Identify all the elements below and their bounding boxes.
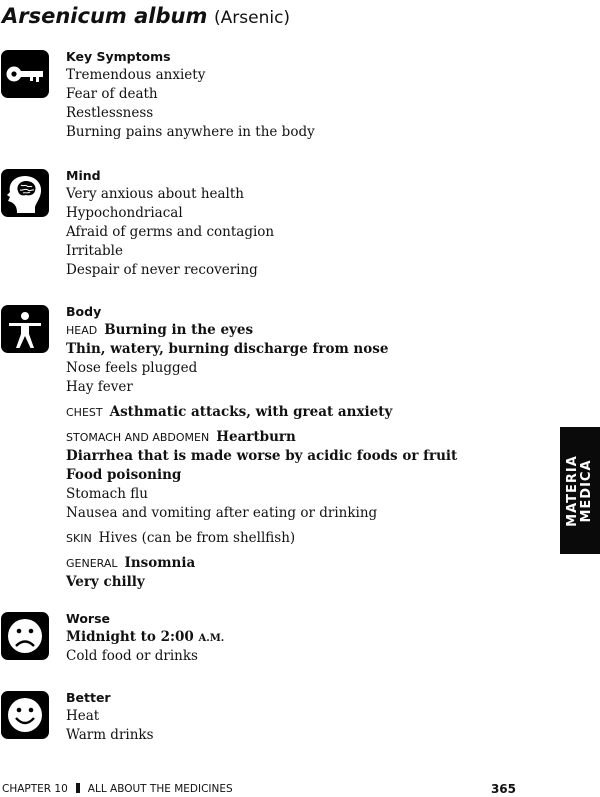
mind-section [66,167,460,280]
better-section [66,689,460,745]
page-number: 365 [490,782,516,796]
head-brain-icon [1,169,49,217]
better-heading: Better [66,690,111,705]
body-chest-row [66,403,460,422]
list-item: Nausea and vomiting after eating or drinking [66,505,378,521]
head-key-symptom: Burning in the eyes [104,322,254,338]
skin-symptom: Hives (can be from shellfish) [98,530,296,546]
body-stomach-row [66,428,460,447]
key-symptoms-section [66,48,460,142]
remedy-common-name: (Arsenic) [214,8,291,28]
skin-label: SKIN [66,532,92,545]
body-skin-row [66,529,460,548]
tab-line-1: MATERIA [565,454,580,527]
list-item: Despair of never recovering [66,262,258,278]
tab-line-2: MEDICA [579,458,594,523]
list-item: Afraid of germs and contagion [66,224,275,240]
list-item: Stomach flu [66,486,148,502]
body-section [66,303,460,592]
footer-chapter-title: ALL ABOUT THE MEDICINES [87,783,233,795]
list-item: Tremendous anxiety [66,67,206,83]
head-label: HEAD [66,324,98,337]
list-item: Fear of death [66,86,158,102]
body-heading: Body [66,304,102,319]
footer-separator [76,783,80,793]
stomach-key-symptom: Heartburn [216,429,296,445]
list-item [66,628,460,647]
list-item: Warm drinks [66,727,154,743]
list-item: Restlessness [66,105,154,121]
key-icon [1,50,49,98]
list-item: Hay fever [66,379,133,395]
list-item: Burning pains anywhere in the body [66,124,315,140]
chest-label: CHEST [66,406,103,419]
materia-medica-tab [560,427,600,554]
key-symptoms-heading: Key Symptoms [66,49,171,64]
list-item: Food poisoning [66,467,182,483]
body-figure-icon [1,305,49,353]
worse-section [66,610,460,666]
page-footer [2,783,516,795]
list-item: Nose feels plugged [66,360,198,376]
worse-heading: Worse [66,611,111,626]
list-item: Irritable [66,243,123,259]
list-item: Thin, watery, burning discharge from nose [66,341,389,357]
list-item: Very chilly [66,574,145,590]
mind-heading: Mind [66,168,101,183]
sad-face-icon [1,612,49,660]
general-label: GENERAL [66,557,118,570]
materia-medica-label [566,455,594,527]
general-key-symptom: Insomnia [124,555,196,571]
body-head-row [66,321,460,340]
remedy-name: Arsenicum album [2,4,208,28]
list-item: Heat [66,708,100,724]
list-item: Diarrhea that is made worse by acidic foods or fruit [66,448,458,464]
list-item: Hypochondriacal [66,205,183,221]
stomach-label: STOMACH AND ABDOMEN [66,431,210,444]
footer-chapter: CHAPTER 10 [2,783,68,795]
body-general-row [66,554,460,573]
list-item: Very anxious about health [66,186,244,202]
chest-key-symptom: Asthmatic attacks, with great anxiety [109,404,393,420]
page-title [2,4,290,28]
smiley-face-icon [1,691,49,739]
list-item: Cold food or drinks [66,648,198,664]
worse-time-ampm: A.M. [198,633,225,644]
worse-time: Midnight to 2:00 [66,629,199,645]
